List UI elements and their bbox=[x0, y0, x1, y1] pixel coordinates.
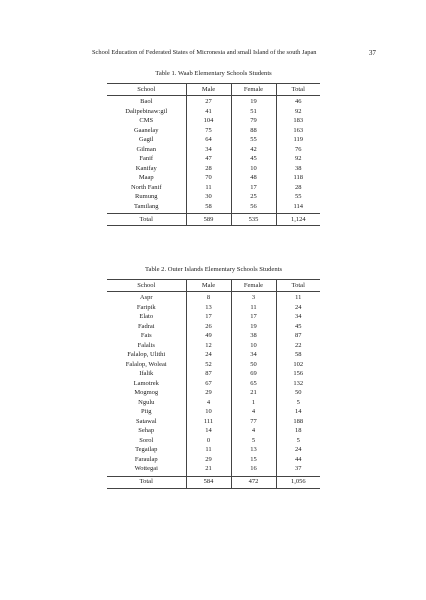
cell-female: 34 bbox=[231, 350, 276, 360]
cell-school: Falalis bbox=[137, 341, 155, 349]
cell-total: 50 bbox=[276, 388, 320, 398]
cell-male: 28 bbox=[186, 164, 231, 174]
cell-total: 14 bbox=[276, 407, 320, 417]
cell-total: 44 bbox=[276, 455, 320, 465]
cell-female: 3 bbox=[231, 292, 276, 303]
cell-female: 45 bbox=[231, 154, 276, 164]
table-row bbox=[107, 331, 320, 341]
cell-school: Piig bbox=[141, 408, 152, 415]
cell-female: 17 bbox=[231, 183, 276, 193]
cell-total: 87 bbox=[276, 331, 320, 341]
cell-total: 37 bbox=[276, 464, 320, 476]
table-row bbox=[107, 407, 320, 417]
cell-school: Elato bbox=[139, 313, 154, 320]
cell-total: 45 bbox=[276, 322, 320, 332]
column-header-total: Total bbox=[276, 280, 320, 292]
cell-male: 70 bbox=[186, 173, 231, 183]
table-row bbox=[107, 202, 320, 214]
cell-female: 42 bbox=[231, 145, 276, 155]
cell-school: Kanifay bbox=[135, 164, 157, 172]
total-cell-female: 535 bbox=[231, 214, 276, 226]
cell-school: Mogmog bbox=[134, 389, 159, 396]
cell-school: Faripik bbox=[136, 303, 156, 311]
cell-school: Lamotrek bbox=[133, 379, 159, 387]
cell-total: 163 bbox=[276, 126, 320, 136]
table-row bbox=[107, 369, 320, 379]
cell-male: 13 bbox=[186, 303, 231, 313]
cell-school: Sehap bbox=[138, 427, 155, 434]
table-row bbox=[107, 145, 320, 155]
cell-female: 11 bbox=[231, 303, 276, 313]
table-2-outer-islands-elementary-schools bbox=[107, 279, 320, 489]
cell-male: 21 bbox=[186, 464, 231, 476]
cell-school: Wottegai bbox=[134, 465, 158, 472]
cell-total: 22 bbox=[276, 341, 320, 351]
cell-male: 47 bbox=[186, 154, 231, 164]
cell-school: Gagil bbox=[139, 136, 154, 143]
cell-female: 10 bbox=[231, 164, 276, 174]
column-header-school: School bbox=[107, 280, 186, 292]
total-cell-total: 1,056 bbox=[276, 476, 320, 488]
cell-female: 17 bbox=[231, 312, 276, 322]
cell-male: 75 bbox=[186, 126, 231, 136]
cell-total: 24 bbox=[276, 303, 320, 313]
table-row bbox=[107, 164, 320, 174]
total-cell-total: 1,124 bbox=[276, 214, 320, 226]
cell-school: Gilman bbox=[136, 145, 156, 153]
cell-school: Ifalik bbox=[139, 370, 154, 377]
cell-total: 46 bbox=[276, 96, 320, 107]
cell-male: 29 bbox=[186, 455, 231, 465]
table-row bbox=[107, 360, 320, 370]
total-cell-male: 584 bbox=[186, 476, 231, 488]
cell-total: 92 bbox=[276, 154, 320, 164]
cell-school: Tamilang bbox=[134, 202, 159, 210]
cell-total: 18 bbox=[276, 426, 320, 436]
cell-female: 1 bbox=[231, 398, 276, 408]
cell-female: 13 bbox=[231, 445, 276, 455]
cell-female: 48 bbox=[231, 173, 276, 183]
table-row bbox=[107, 445, 320, 455]
table-row bbox=[107, 379, 320, 389]
table-row bbox=[107, 388, 320, 398]
cell-total: 114 bbox=[276, 202, 320, 214]
table-1-caption: Table 1. Waab Elementary Schools Students bbox=[155, 70, 272, 77]
cell-female: 19 bbox=[231, 322, 276, 332]
cell-total: 188 bbox=[276, 417, 320, 427]
cell-school: North Fanif bbox=[130, 183, 162, 191]
table-row bbox=[107, 303, 320, 313]
table-row bbox=[107, 116, 320, 126]
table-row bbox=[107, 312, 320, 322]
total-cell-female: 472 bbox=[231, 476, 276, 488]
cell-school: Gaanelay bbox=[133, 126, 159, 134]
cell-total: 55 bbox=[276, 192, 320, 202]
cell-male: 30 bbox=[186, 192, 231, 202]
table-header-row bbox=[107, 84, 320, 96]
table-row bbox=[107, 350, 320, 360]
cell-total: 132 bbox=[276, 379, 320, 389]
total-cell-male: 589 bbox=[186, 214, 231, 226]
total-cell-school: Total bbox=[107, 476, 186, 488]
table-row bbox=[107, 464, 320, 476]
column-header-total: Total bbox=[276, 84, 320, 96]
table-row bbox=[107, 417, 320, 427]
cell-male: 87 bbox=[186, 369, 231, 379]
cell-female: 69 bbox=[231, 369, 276, 379]
cell-school: Fanif bbox=[139, 155, 154, 162]
column-header-female: Female bbox=[231, 280, 276, 292]
page-number: 37 bbox=[368, 49, 376, 57]
cell-female: 51 bbox=[231, 107, 276, 117]
cell-school: CMS bbox=[139, 117, 154, 124]
cell-school: Baol bbox=[140, 98, 153, 105]
cell-female: 38 bbox=[231, 331, 276, 341]
cell-school: Ngulu bbox=[138, 398, 155, 406]
cell-female: 55 bbox=[231, 135, 276, 145]
cell-female: 4 bbox=[231, 426, 276, 436]
cell-total: 34 bbox=[276, 312, 320, 322]
cell-male: 52 bbox=[186, 360, 231, 370]
column-header-school: School bbox=[107, 84, 186, 96]
cell-female: 19 bbox=[231, 96, 276, 107]
table-row bbox=[107, 126, 320, 136]
column-header-female: Female bbox=[231, 84, 276, 96]
running-header bbox=[92, 49, 376, 57]
cell-male: 111 bbox=[186, 417, 231, 427]
table-row bbox=[107, 192, 320, 202]
cell-male: 12 bbox=[186, 341, 231, 351]
cell-male: 104 bbox=[186, 116, 231, 126]
cell-school: Maap bbox=[138, 174, 154, 181]
table-row bbox=[107, 107, 320, 117]
cell-school: Rumung bbox=[135, 193, 158, 200]
cell-male: 17 bbox=[186, 312, 231, 322]
cell-total: 118 bbox=[276, 173, 320, 183]
column-header-male: Male bbox=[186, 280, 231, 292]
table-total-row bbox=[107, 476, 320, 488]
cell-school: Falalop, Woleai bbox=[125, 360, 167, 368]
table-row bbox=[107, 341, 320, 351]
cell-female: 16 bbox=[231, 464, 276, 476]
table-2-caption: Table 2. Outer Islands Elementary Schools Students bbox=[144, 266, 283, 273]
cell-male: 11 bbox=[186, 445, 231, 455]
cell-female: 88 bbox=[231, 126, 276, 136]
cell-total: 76 bbox=[276, 145, 320, 155]
cell-male: 14 bbox=[186, 426, 231, 436]
cell-female: 65 bbox=[231, 379, 276, 389]
cell-total: 28 bbox=[276, 183, 320, 193]
cell-male: 10 bbox=[186, 407, 231, 417]
cell-female: 56 bbox=[231, 202, 276, 214]
table-total-row bbox=[107, 214, 320, 226]
cell-total: 24 bbox=[276, 445, 320, 455]
cell-school: Tegailap bbox=[135, 446, 158, 453]
cell-female: 50 bbox=[231, 360, 276, 370]
cell-male: 0 bbox=[186, 436, 231, 446]
running-title: School Education of Federated States of Micronesia and small Island of the south Japan bbox=[92, 49, 317, 56]
table-1-waab-elementary-schools bbox=[107, 83, 320, 226]
cell-school: Falalop, Ulithi bbox=[127, 351, 166, 358]
cell-total: 5 bbox=[276, 436, 320, 446]
table-row bbox=[107, 426, 320, 436]
cell-male: 58 bbox=[186, 202, 231, 214]
cell-school: Fais bbox=[140, 332, 152, 339]
cell-school: Fadrai bbox=[137, 322, 155, 330]
cell-school: Dalipebinaw:gil bbox=[125, 107, 168, 115]
table-row bbox=[107, 183, 320, 193]
table-row bbox=[107, 322, 320, 332]
cell-female: 5 bbox=[231, 436, 276, 446]
table-row bbox=[107, 292, 320, 303]
cell-female: 79 bbox=[231, 116, 276, 126]
cell-total: 156 bbox=[276, 369, 320, 379]
table-row bbox=[107, 455, 320, 465]
cell-male: 27 bbox=[186, 96, 231, 107]
cell-female: 77 bbox=[231, 417, 276, 427]
cell-total: 92 bbox=[276, 107, 320, 117]
cell-male: 24 bbox=[186, 350, 231, 360]
cell-total: 5 bbox=[276, 398, 320, 408]
cell-male: 49 bbox=[186, 331, 231, 341]
table-row bbox=[107, 154, 320, 164]
cell-total: 11 bbox=[276, 292, 320, 303]
table-header-row bbox=[107, 280, 320, 292]
column-header-male: Male bbox=[186, 84, 231, 96]
cell-male: 26 bbox=[186, 322, 231, 332]
cell-male: 67 bbox=[186, 379, 231, 389]
table-row bbox=[107, 96, 320, 107]
cell-male: 41 bbox=[186, 107, 231, 117]
cell-school: Aspr bbox=[139, 294, 153, 301]
cell-school: Satawal bbox=[135, 417, 157, 425]
cell-school: Sorol bbox=[139, 436, 154, 444]
cell-male: 4 bbox=[186, 398, 231, 408]
cell-total: 58 bbox=[276, 350, 320, 360]
total-cell-school: Total bbox=[107, 214, 186, 226]
cell-total: 183 bbox=[276, 116, 320, 126]
cell-school: Faraulap bbox=[134, 455, 158, 463]
cell-total: 38 bbox=[276, 164, 320, 174]
cell-male: 8 bbox=[186, 292, 231, 303]
table-row bbox=[107, 173, 320, 183]
cell-male: 11 bbox=[186, 183, 231, 193]
cell-female: 10 bbox=[231, 341, 276, 351]
cell-female: 21 bbox=[231, 388, 276, 398]
table-row bbox=[107, 398, 320, 408]
cell-male: 29 bbox=[186, 388, 231, 398]
cell-total: 119 bbox=[276, 135, 320, 145]
cell-female: 25 bbox=[231, 192, 276, 202]
cell-total: 102 bbox=[276, 360, 320, 370]
cell-female: 4 bbox=[231, 407, 276, 417]
cell-female: 15 bbox=[231, 455, 276, 465]
table-row bbox=[107, 436, 320, 446]
table-row bbox=[107, 135, 320, 145]
cell-male: 34 bbox=[186, 145, 231, 155]
cell-male: 64 bbox=[186, 135, 231, 145]
